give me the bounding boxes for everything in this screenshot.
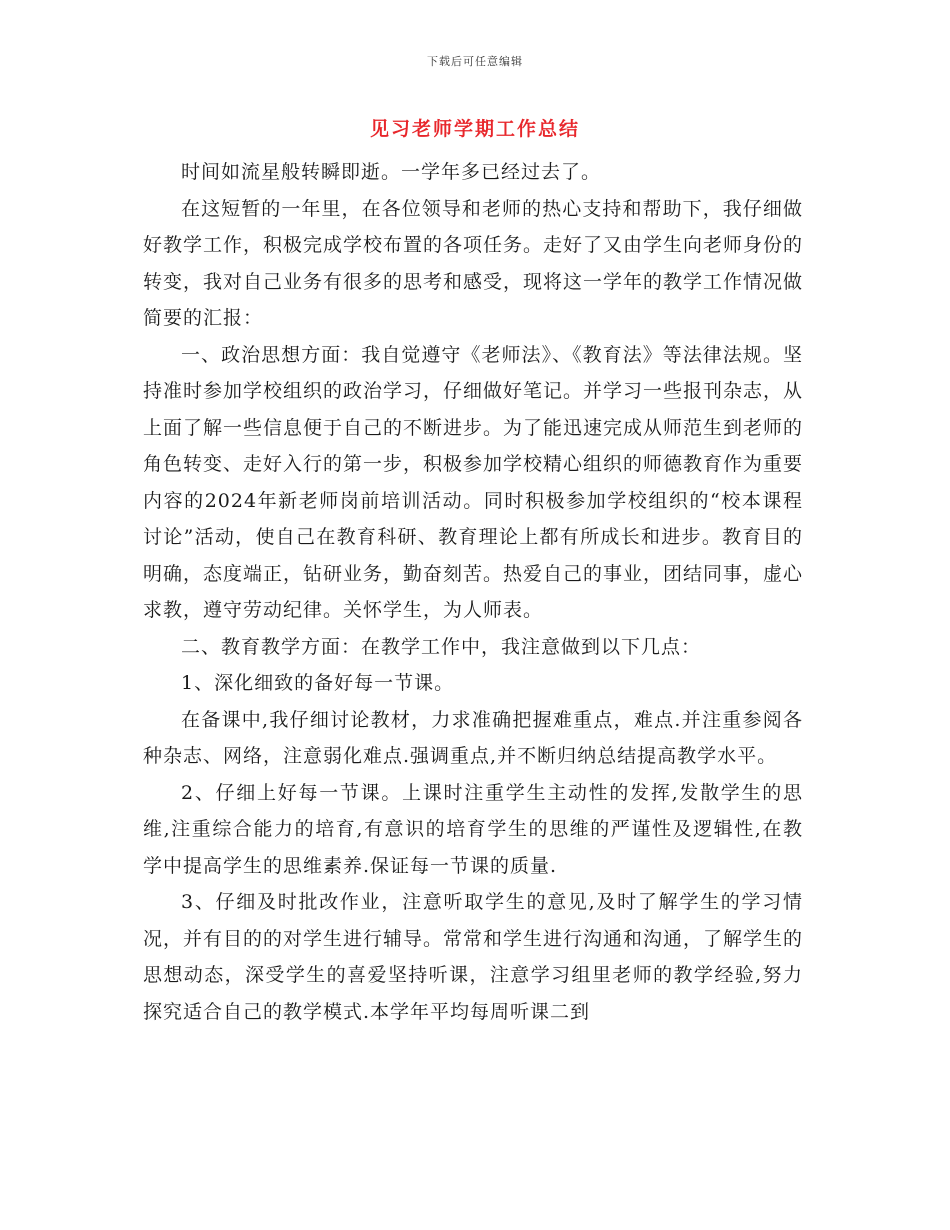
paragraph-item-1: 1、深化细致的备好每一节课。 <box>181 672 455 694</box>
paragraph-lesson-prep: 在备课中,我仔细讨论教材，力求准确把握难重点，难点.并注重参阅各种杂志、网络，注意弱化难点.强调重点,并不断归纳总结提高教学水平。 <box>143 708 803 767</box>
paragraph-item-2: 2、仔细上好每一节课。上课时注重学生主动性的发挥,发散学生的思维,注重综合能力的培育,有意识的培育学生的思维的严谨性及逻辑性,在教学中提高学生的思维素养.保证每一节课的质量. <box>143 781 803 877</box>
paragraph-intro: 时间如流星般转瞬即逝。一学年多已经过去了。 <box>181 161 602 183</box>
document-body <box>143 154 803 1030</box>
paragraph-item-3: 3、仔细及时批改作业，注意听取学生的意见,及时了解学生的学习情况，并有目的的对学生进行辅导。常常和学生进行沟通和沟通，了解学生的思想动态，深受学生的喜爱坚持听课，注意学习组里老师的教学经验,努力探究适合自己的教学模式.本学年平均每周听课二到 <box>143 891 804 1023</box>
document-title: 见习老师学期工作总结 <box>369 118 580 140</box>
header-note: 下载后可任意编辑 <box>427 55 523 68</box>
paragraph-overview: 在这短暂的一年里，在各位领导和老师的热心支持和帮助下，我仔细做好教学工作，积极完成学校布置的各项任务。走好了又由学生向老师身份的转变，我对自己业务有很多的思考和感受，现将这一学年的教学工作情况做简要的汇报： <box>143 197 804 329</box>
paragraph-political: 一、政治思想方面：我自觉遵守《老师法》、《教育法》等法律法规。坚持准时参加学校组织的政治学习，仔细做好笔记。并学习一些报刊杂志，从上面了解一些信息便于自己的不断进步。为了能迅速完成从师范生到老师的角色转变、走好入行的第一步，积极参加学校精心组织的师德教育作为重要内容的2024年新老师岗前培训活动。同时积极参加学校组织的“校本课程讨论”活动，使自己在教育科研、教育理论上都有所成长和进步。教育目的明确，态度端正，钻研业务，勤奋刻苦。热爱自己的事业，团结同事，虚心求教，遵守劳动纪律。关怀学生，为人师表。 <box>143 343 804 621</box>
paragraph-teaching-heading: 二、教育教学方面：在教学工作中，我注意做到以下几点： <box>181 635 702 658</box>
